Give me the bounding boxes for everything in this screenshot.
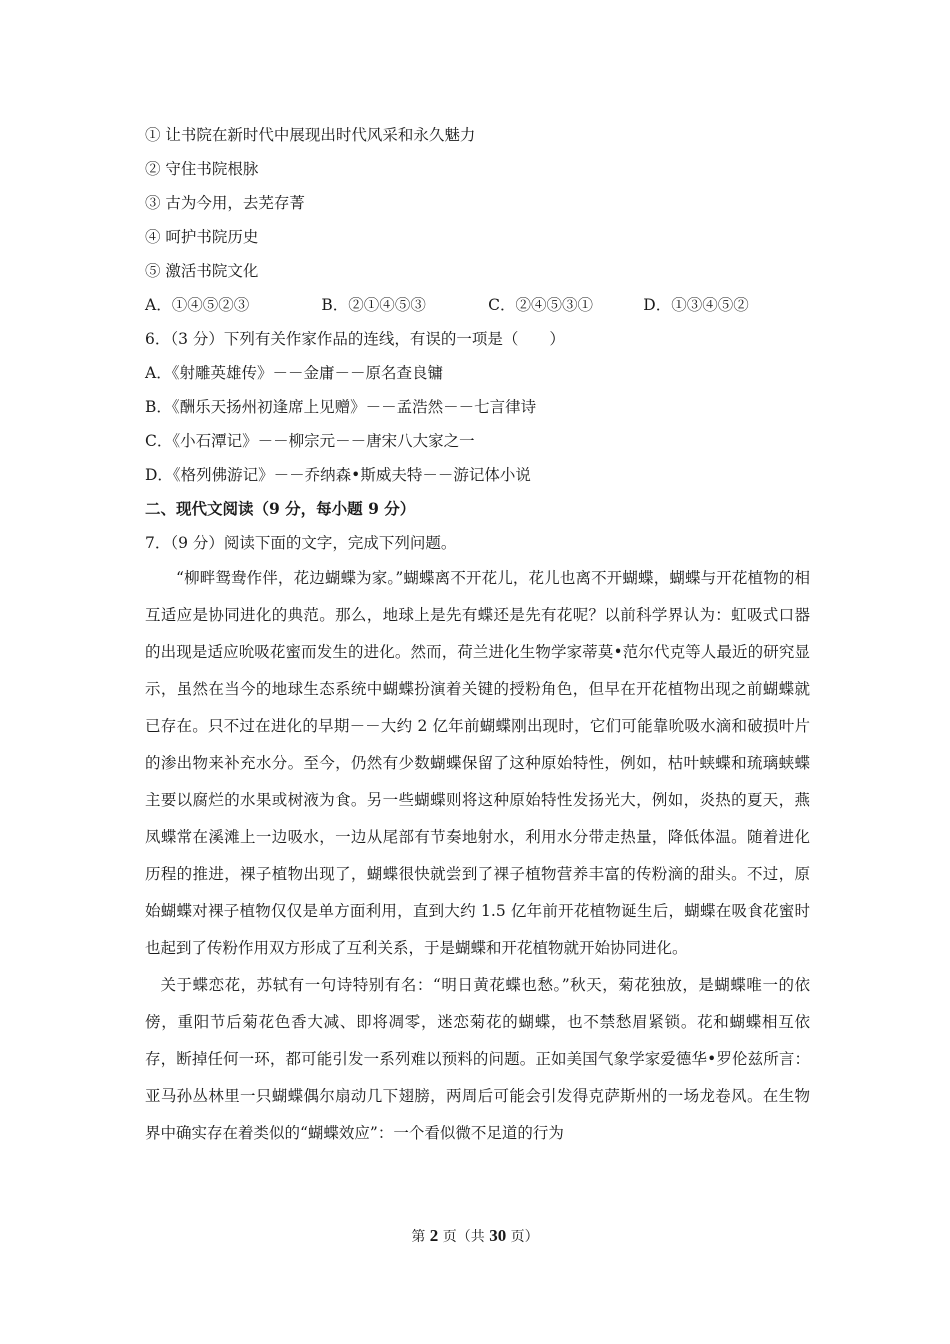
q6-option-a: A．《射雕英雄传》－－金庸－－原名查良镛 — [145, 364, 443, 382]
footer-suffix: 页） — [510, 1229, 539, 1245]
q6-option-d: D．《格列佛游记》－－乔纳森•斯威夫特－－游记体小说 — [145, 466, 531, 484]
reading-paragraph-2: 关于蝶恋花，苏轼有一句诗特别有名：“明日黄花蝶也愁。”秋天，菊花独放，是蝴蝶唯一的依傍，重阳节后菊花色香大减、即将凋零，迷恋菊花的蝴蝶，也不禁愁眉紧锁。花和蝴蝶相互依存，断掉任何一环，都可能引发一系列难以预料的问题。正如美国气象学家爱德华•罗伦兹所言：亚马孙丛林里一只蝴蝶偶尔扇动几下翅膀，两周后可能会引发得克萨斯州的一场龙卷风。在生物界中确实存在着类似的“蝴蝶效应”：一个看似微不足道的行为 — [145, 976, 810, 1142]
list-item: ⑤ 激活书院文化 — [145, 262, 259, 280]
page-footer — [0, 1226, 950, 1247]
section-title: 二、现代文阅读（9 分，每小题 9 分） — [145, 499, 416, 518]
q6-option-b: B．《酬乐天扬州初逢席上见赠》－－孟浩然－－七言律诗 — [145, 398, 537, 416]
page-content — [145, 118, 810, 1152]
q5-option-a: A．①④⑤②③ — [145, 296, 250, 314]
q5-option-b: B．②①④⑤③ — [321, 296, 426, 314]
list-item: ① 让书院在新时代中展现出时代风采和永久魅力 — [145, 126, 476, 144]
footer-prefix: 第 — [411, 1229, 426, 1245]
q5-options — [145, 288, 810, 322]
footer-page-number: 2 — [429, 1226, 439, 1245]
q5-option-d: D．①③④⑤② — [643, 296, 749, 314]
reading-paragraph-1: “柳畔鸳鸯作伴，花边蝴蝶为家。”蝴蝶离不开花儿，花儿也离不开蝴蝶，蝴蝶与开花植物的相互适应是协同进化的典范。那么，地球上是先有蝶还是先有花呢？以前科学界认为：虹吸式口器的出现是适应吮吸花蜜而发生的进化。然而，荷兰进化生物学家蒂莫•范尔代克等人最近的研究显示，虽然在当今的地球生态系统中蝴蝶扮演着关键的授粉角色，但早在开花植物出现之前蝴蝶就已存在。只不过在进化的早期－－大约 2 亿年前蝴蝶刚出现时，它们可能靠吮吸水滴和破损叶片的渗出物来补充水分。至今，仍然有少数蝴蝶保留了这种原始特性，例如，枯叶蛱蝶和琉璃蛱蝶主要以腐烂的水果或树液为食。另一些蝴蝶则将这种原始特性发扬光大，例如，炎热的夏天，燕凤蝶常在溪滩上一边吸水，一边从尾部有节奏地射水，利用水分带走热量，降低体温。随着进化历程的推进，裸子植物出现了，蝴蝶很快就尝到了裸子植物营养丰富的传粉滴的甜头。不过，原始蝴蝶对裸子植物仅仅是单方面利用，直到大约 1.5 亿年前开花植物诞生后，蝴蝶在吸食花蜜时也起到了传粉作用双方形成了互利关系，于是蝴蝶和开花植物就开始协同进化。 — [145, 569, 810, 957]
footer-total-pages: 30 — [489, 1226, 507, 1245]
list-item: ③ 古为今用，去芜存菁 — [145, 194, 305, 212]
list-item: ② 守住书院根脉 — [145, 160, 259, 178]
q7-stem: 7．（9 分）阅读下面的文字，完成下列问题。 — [145, 534, 457, 552]
q5-option-c: C．②④⑤③① — [488, 296, 594, 314]
q6-stem: 6．（3 分）下列有关作家作品的连线，有误的一项是（ ） — [145, 330, 565, 348]
list-item: ④ 呵护书院历史 — [145, 228, 259, 246]
footer-mid: 页（共 — [442, 1229, 485, 1245]
q6-option-c: C．《小石潭记》－－柳宗元－－唐宋八大家之一 — [145, 432, 475, 450]
